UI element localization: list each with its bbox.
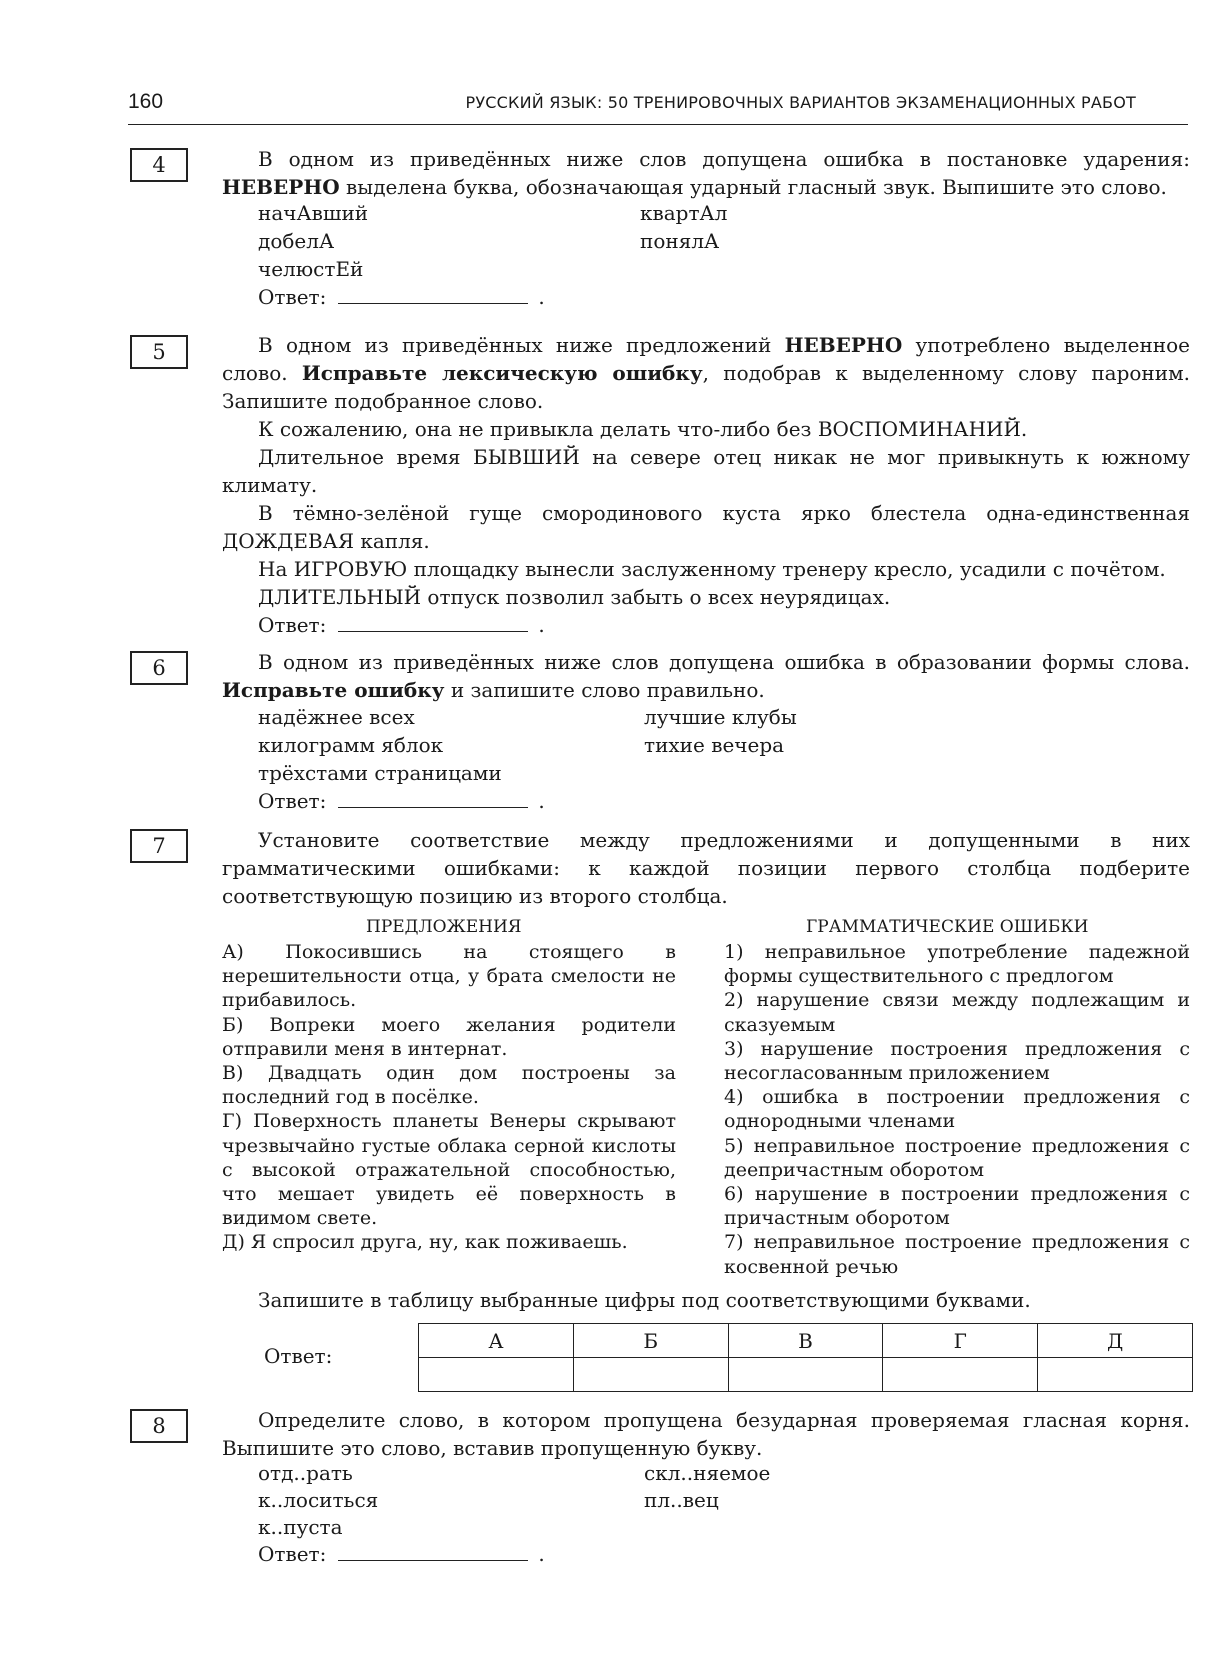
q6-answer[interactable]: Ответ: .	[258, 789, 545, 813]
q7-error: 4) ошибка в построении предложения с однородными членами	[724, 1086, 1190, 1133]
q7-error: 5) неправильное построение предложения с деепричастным оборотом	[724, 1134, 1190, 1181]
q8-answer[interactable]: Ответ: .	[258, 1542, 545, 1566]
q4-option: добелА	[258, 229, 335, 253]
question-number-4: 4	[130, 148, 188, 182]
answer-cell-v[interactable]	[728, 1358, 883, 1392]
q6-option: килограмм яблок	[258, 733, 444, 757]
q7-sentence: А) Покосившись на стоящего в нерешительности отца, у брата смелости не прибавилось.	[222, 941, 676, 1012]
q7-error: 6) нарушение в построении предложения с причастным оборотом	[724, 1183, 1190, 1230]
running-title: РУССКИЙ ЯЗЫК: 50 ТРЕНИРОВОЧНЫХ ВАРИАНТОВ ЭКЗАМЕНАЦИОННЫХ РАБОТ	[465, 93, 1136, 112]
q7-left-column-header: ПРЕДЛОЖЕНИЯ	[366, 917, 522, 937]
q4-task-text: В одном из приведённых ниже слов допущена ошибка в постановке ударения: НЕВЕРНО выделена буква, обозначающая ударный гласный звук. Выпишите это слово.	[222, 147, 1190, 199]
q7-task-text: Установите соответствие между предложениями и допущенными в них грамматическими ошибками: к каждой позиции первого столбца подберите соответствующую позицию из второго столбца.	[222, 828, 1190, 908]
q7-instruction: Запишите в таблицу выбранные цифры под соответствующими буквами.	[258, 1288, 1031, 1312]
q8-option: к..лоситься	[258, 1488, 379, 1512]
q7-right-column-header: ГРАММАТИЧЕСКИЕ ОШИБКИ	[806, 917, 1089, 937]
q7-sentence: В) Двадцать один дом построены за последний год в посёлке.	[222, 1062, 676, 1109]
header-rule	[128, 124, 1188, 125]
answer-table-header: В	[728, 1324, 883, 1358]
question-number-6: 6	[130, 651, 188, 685]
answer-table-header: Г	[883, 1324, 1038, 1358]
q7-answer-table	[418, 1323, 1193, 1392]
q5-sentence: На ИГРОВУЮ площадку вынесли заслуженному тренеру кресло, усадили с почётом.	[258, 557, 1166, 581]
q7-sentence: Г) Поверхность планеты Венеры скрывают чрезвычайно густые облака серной кислоты с высокой отражательной способностью, что мешает увидеть её поверхность в видимом свете.	[222, 1110, 676, 1230]
q8-option: к..пуста	[258, 1515, 343, 1539]
q6-option: надёжнее всех	[258, 705, 415, 729]
q5-sentence: Длительное время БЫВШИЙ на севере отец никак не мог привыкнуть к южному климату.	[222, 445, 1190, 497]
q4-option: квартАл	[640, 201, 728, 225]
question-number-8: 8	[130, 1409, 188, 1443]
answer-table-header: Б	[573, 1324, 728, 1358]
q5-sentence: ДЛИТЕЛЬНЫЙ отпуск позволил забыть о всех неурядицах.	[258, 585, 891, 609]
q7-sentence: Б) Вопреки моего желания родители отправили меня в интернат.	[222, 1013, 676, 1060]
q8-option: отд..рать	[258, 1461, 353, 1485]
q8-option: пл..вец	[644, 1488, 719, 1512]
q6-option: тихие вечера	[644, 733, 785, 757]
q5-sentence: К сожалению, она не привыкла делать что-либо без ВОСПОМИНАНИЙ.	[258, 417, 1028, 441]
q5-task-text: В одном из приведённых ниже предложений НЕВЕРНО употреблено выделенное слово. Исправьте лексическую ошибку, подобрав к выделенному слову пароним. Запишите подобранное слово. К сожалению, она не привыкла делать что-либо без ВОСПОМИНАНИЙ. Длительное время БЫВШИЙ на севере отец никак не мог привыкнуть к южному климату. В тёмно-зелёной гуще смородинового куста ярко блестела одна-единственная ДОЖДЕВАЯ капля. На ИГРОВУЮ площадку вынесли заслуженному тренеру кресло, усадили с почётом. ДЛИТЕЛЬНЫЙ отпуск позволил забыть о всех неурядицах. Ответ: .	[222, 333, 1191, 637]
answer-cell-d[interactable]	[1038, 1358, 1193, 1392]
q7-error: 3) нарушение построения предложения с несогласованным приложением	[724, 1037, 1190, 1085]
q7-error: 2) нарушение связи между подлежащим и сказуемым	[724, 989, 1190, 1036]
q4-answer[interactable]: Ответ: .	[258, 285, 545, 309]
q7-answer-label: Ответ:	[264, 1344, 333, 1368]
q8-task-text: Определите слово, в котором пропущена безударная проверяемая гласная корня. Выпишите это слово, вставив пропущенную букву.	[222, 1408, 1190, 1460]
q4-option: понялА	[640, 229, 720, 253]
q8-option: скл..няемое	[644, 1461, 771, 1485]
answer-cell-b[interactable]	[573, 1358, 728, 1392]
q7-errors-column	[724, 940, 1190, 1279]
question-number-5: 5	[130, 335, 188, 369]
page-number: 160	[128, 90, 164, 113]
q7-error: 7) неправильное построение предложения с косвенной речью	[724, 1231, 1190, 1278]
q5-sentence: В тёмно-зелёной гуще смородинового куста ярко блестела одна-единственная ДОЖДЕВАЯ капля.	[222, 501, 1190, 553]
q7-error: 1) неправильное употребление падежной формы существительного с предлогом	[724, 941, 1190, 988]
q7-sentence: Д) Я спросил друга, ну, как поживаешь.	[222, 1231, 628, 1254]
answer-table-header: А	[419, 1324, 574, 1358]
q4-option: челюстЕй	[258, 257, 364, 281]
q6-option: трёхстами страницами	[258, 761, 502, 785]
q7-sentences-column	[222, 940, 676, 1255]
answer-cell-a[interactable]	[419, 1358, 574, 1392]
answer-cell-g[interactable]	[883, 1358, 1038, 1392]
q5-answer[interactable]: Ответ: .	[258, 613, 545, 637]
q6-option: лучшие клубы	[644, 705, 797, 729]
q6-task-text: В одном из приведённых ниже слов допущена ошибка в образовании формы слова. Исправьте ошибку и запишите слово правильно.	[222, 650, 1190, 702]
answer-table-header: Д	[1038, 1324, 1193, 1358]
q4-option: начАвший	[258, 201, 369, 225]
question-number-7: 7	[130, 829, 188, 863]
